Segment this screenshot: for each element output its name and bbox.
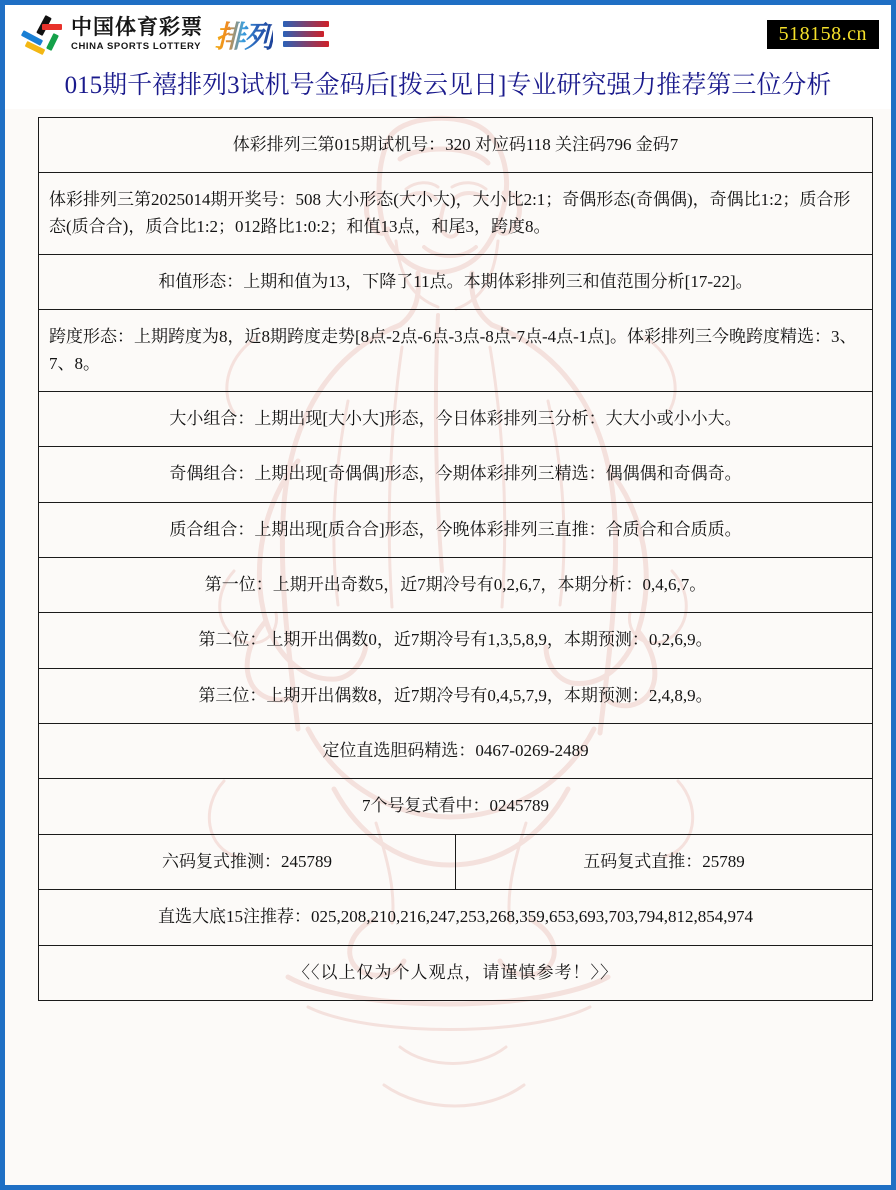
- table-row: [39, 118, 873, 173]
- site-badge[interactable]: 518158.cn: [767, 20, 879, 49]
- brand-text: [71, 17, 203, 52]
- table-row: [39, 502, 873, 557]
- table-row: [39, 890, 873, 945]
- table-row: [39, 173, 873, 255]
- table-row: [39, 668, 873, 723]
- row-sum-form: 和值形态：上期和值为13，下降了11点。本期体彩排列三和值范围分析[17-22]。: [39, 255, 873, 310]
- row-direct-15-picks: 直选大底15注推荐：025,208,210,216,247,253,268,359,653,693,703,794,812,854,974: [39, 890, 873, 945]
- site-header: [5, 5, 891, 63]
- row-test-number: 体彩排列三第015期试机号：320 对应码118 关注码796 金码7: [39, 118, 873, 173]
- brand-name-cn: 中国体育彩票: [71, 15, 203, 39]
- table-row: [39, 834, 873, 889]
- game-name-label: 排列: [215, 12, 273, 56]
- row-seven-codes: 7个号复式看中：0245789: [39, 779, 873, 834]
- row-position-three: 第三位：上期开出偶数8，近7期冷号有0,4,5,7,9，本期预测：2,4,8,9。: [39, 668, 873, 723]
- page-title: 015期千禧排列3试机号金码后[拨云见日]专业研究强力推荐第三位分析: [64, 72, 832, 99]
- row-parity-combo: 奇偶组合：上期出现[奇偶偶]形态，今期体彩排列三精选：偶偶偶和奇偶奇。: [39, 447, 873, 502]
- brand-name-en: CHINA SPORTS LOTTERY: [71, 40, 202, 52]
- table-row: [39, 447, 873, 502]
- row-dingwei-codes: 定位直选胆码精选：0467-0269-2489: [39, 724, 873, 779]
- table-row: [39, 392, 873, 447]
- table-row: [39, 255, 873, 310]
- row-span-form: 跨度形态：上期跨度为8，近8期跨度走势[8点-2点-6点-3点-8点-7点-4点-1点]。体彩排列三今晚跨度精选：3、7、8。: [39, 310, 873, 392]
- table-row: [39, 558, 873, 613]
- table-row: [39, 613, 873, 668]
- page-title-bar: [5, 63, 891, 109]
- row-position-two: 第二位：上期开出偶数0，近7期冷号有1,3,5,8,9，本期预测：0,2,6,9。: [39, 613, 873, 668]
- row-position-one: 第一位：上期开出奇数5，近7期冷号有0,2,6,7，本期分析：0,4,6,7。: [39, 558, 873, 613]
- row-six-codes: 六码复式推测：245789: [39, 834, 456, 889]
- row-prime-combo: 质合组合：上期出现[质合合]形态，今晚体彩排列三直推：合质合和合质质。: [39, 502, 873, 557]
- table-row: [39, 779, 873, 834]
- row-disclaimer: 〈〈以上仅为个人观点，请谨慎参考！〉〉: [39, 945, 873, 1000]
- row-five-codes: 五码复式直推：25789: [456, 834, 873, 889]
- analysis-table: [38, 117, 873, 1001]
- game-three-bars-icon: [283, 21, 329, 47]
- row-last-draw: 体彩排列三第2025014期开奖号：508 大小形态(大小大)，大小比2:1；奇偶形态(奇偶偶)，奇偶比1:2；质合形态(质合合)，质合比1:2；012路比1:0:2；和值13点，和尾3，跨度8。: [39, 173, 873, 255]
- brand-logo: [21, 12, 329, 56]
- table-row: [39, 310, 873, 392]
- analysis-table-wrapper: [38, 117, 863, 1001]
- table-row: [39, 945, 873, 1000]
- sports-lottery-logo-icon: [21, 15, 63, 53]
- row-size-combo: 大小组合：上期出现[大小大]形态，今日体彩排列三分析：大大小或小小大。: [39, 392, 873, 447]
- table-row: [39, 724, 873, 779]
